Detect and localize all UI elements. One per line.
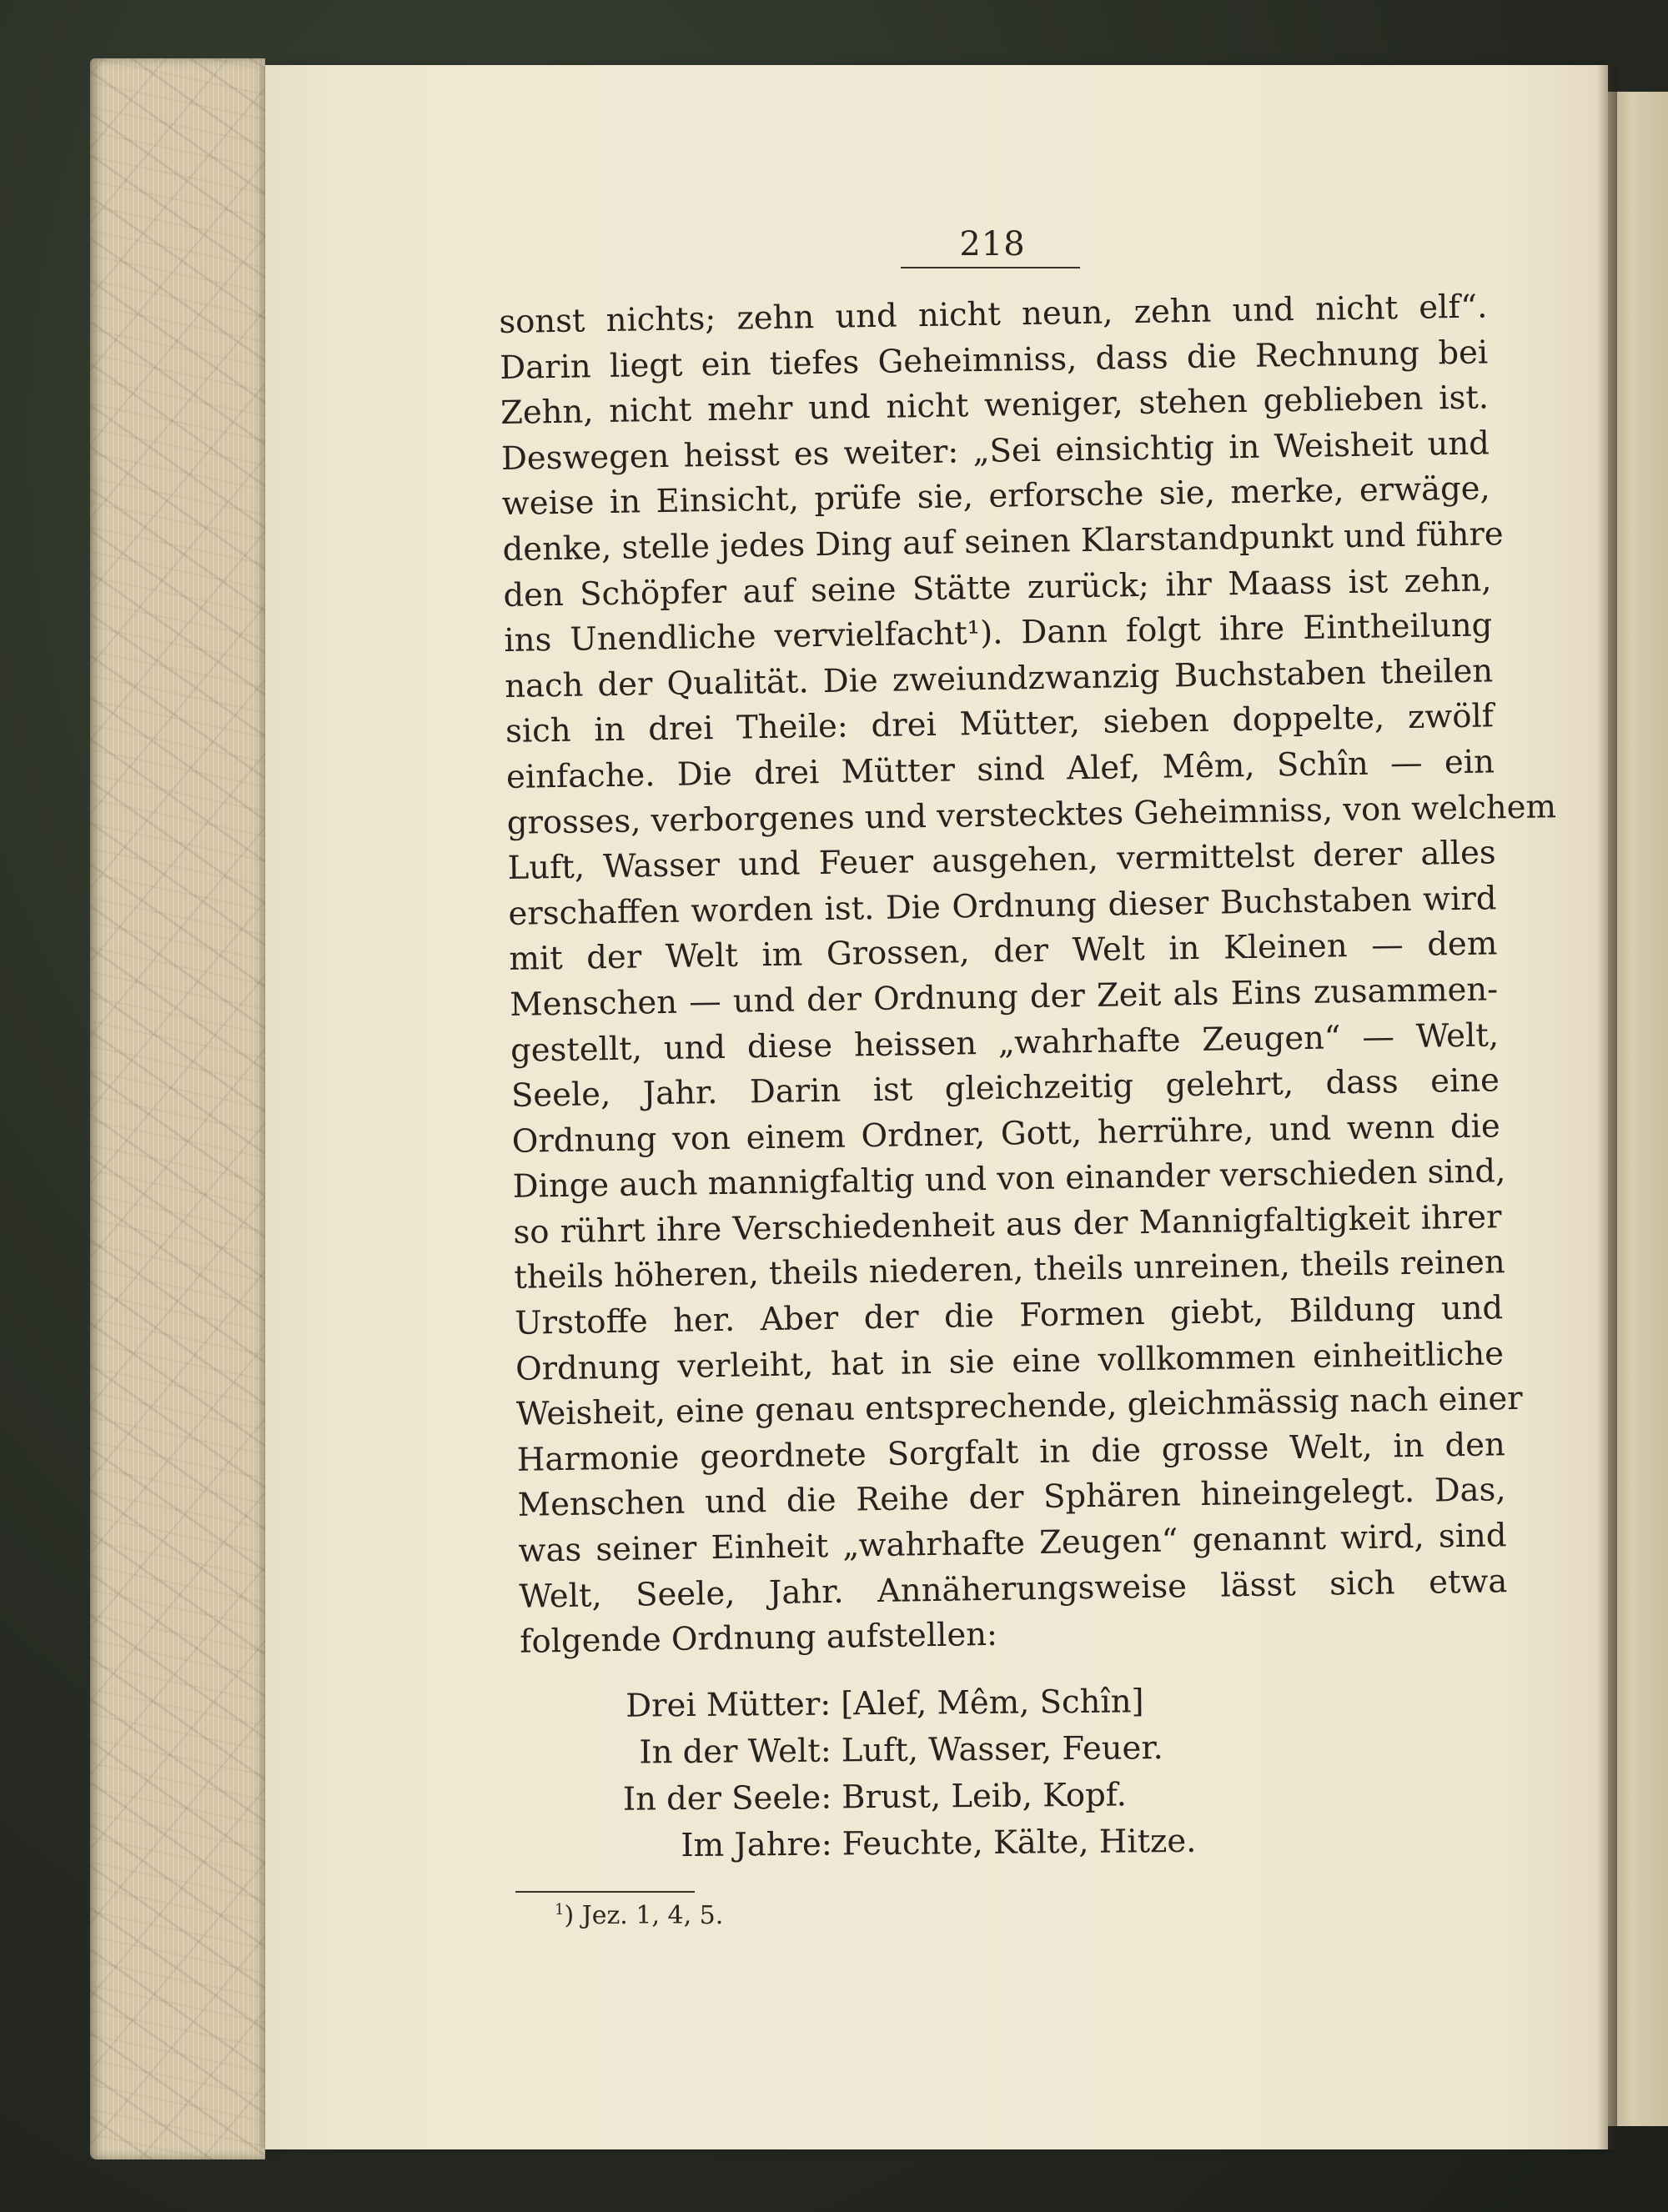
footnote: [555, 1901, 723, 1930]
list-item: [501, 1769, 1502, 1824]
text-line: Ordnung verleiht, hat in sie eine vollkommen einheitliche: [515, 1334, 1505, 1388]
page-number-rule: [901, 267, 1080, 268]
text-line: Weisheit, eine genau entsprechende, gleichmässig nach einer: [515, 1380, 1523, 1434]
text-line: Urstoffe her. Aber der die Formen giebt, Bildung und: [514, 1289, 1504, 1342]
order-list: [500, 1676, 1503, 1871]
list-item-value: Luft, Wasser, Feuer.: [841, 1729, 1163, 1770]
page-edges: [90, 58, 265, 2159]
list-item: [500, 1723, 1501, 1778]
text-line: mit der Welt im Grossen, der Welt in Kleinen — dem: [509, 925, 1498, 979]
list-item-label: Im Jahre:: [681, 1825, 832, 1865]
text-line: was seiner Einheit „wahrhafte Zeugen“ genannt wird, sind: [518, 1517, 1507, 1570]
text-line: folgende Ordnung aufstellen:: [519, 1616, 998, 1662]
text-line: Ordnung von einem Ordner, Gott, herrühre, und wenn die: [511, 1106, 1501, 1161]
text-line: Menschen — und der Ordnung der Zeit als Eins zusammen-: [509, 971, 1499, 1024]
text-line: Zehn, nicht mehr und nicht weniger, stehen geblieben ist.: [500, 379, 1490, 433]
text-line: nach der Qualität. Die zweiundzwanzig Buchstaben theilen: [504, 652, 1494, 705]
list-item: [500, 1676, 1501, 1731]
list-item-value: [Alef, Mêm, Schîn]: [841, 1683, 1144, 1723]
text-line: Seele, Jahr. Darin ist gleichzeitig gelehrt, dass eine: [510, 1061, 1500, 1115]
list-item-label: In der Welt:: [639, 1732, 831, 1772]
footnote-text: ) Jez. 1, 4, 5.: [564, 1901, 724, 1930]
list-item-value: Brust, Leib, Kopf.: [842, 1776, 1128, 1817]
list-item-value: Feuchte, Kälte, Hitze.: [842, 1822, 1197, 1863]
text-line: Darin liegt ein tiefes Geheimniss, dass die Rechnung bei: [499, 333, 1489, 387]
page-gutter: [1597, 65, 1617, 2149]
text-line: Deswegen heisst es weiter: „Sei einsichtig in Weisheit und: [500, 424, 1490, 478]
text-line: Welt, Seele, Jahr. Annäherungsweise lässt sich etwa: [519, 1562, 1508, 1616]
text-line: ins Unendliche vervielfacht¹). Dann folgt ihre Eintheilung: [504, 606, 1493, 660]
list-item: [501, 1816, 1502, 1871]
text-line: denke, stelle jedes Ding auf seinen Klarstandpunkt und führe: [502, 515, 1504, 569]
text-line: einfache. Die drei Mütter sind Alef, Mêm, Schîn — ein: [505, 743, 1495, 796]
text-line: Dinge auch mannigfaltig und von einander verschieden sind,: [512, 1152, 1506, 1206]
text-line: Harmonie geordnete Sorgfalt in die grosse Welt, in den: [516, 1426, 1506, 1479]
footnote-marker: 1: [555, 1901, 565, 1919]
text-line: so rührt ihre Verschiedenheit aus der Mannigfaltigkeit ihrer: [513, 1198, 1502, 1251]
page-number: 218: [959, 225, 1026, 263]
footnote-rule: [515, 1891, 695, 1893]
text-line: weise in Einsicht, prüfe sie, erforsche sie, merke, erwäge,: [501, 469, 1491, 524]
text-line: den Schöpfer auf seine Stätte zurück; ihr Maass ist zehn,: [503, 560, 1492, 614]
text-line: theils höheren, theils niederen, theils unreinen, theils reinen: [514, 1243, 1505, 1297]
list-item-label: In der Seele:: [622, 1778, 832, 1818]
list-item-label: Drei Mütter:: [626, 1685, 831, 1725]
text-line: sonst nichts; zehn und nicht neun, zehn und nicht elf“.: [499, 288, 1488, 341]
body-text: [499, 284, 1557, 1665]
text-line: gestellt, und diese heissen „wahrhafte Zeugen“ — Welt,: [510, 1016, 1500, 1070]
text-line: Menschen und die Reihe der Sphären hineingelegt. Das,: [517, 1471, 1506, 1525]
text-line: Luft, Wasser und Feuer ausgehen, vermittelst derer alles: [507, 834, 1496, 888]
text-line: erschaffen worden ist. Die Ordnung dieser Buchstaben wird: [508, 880, 1497, 933]
marbled-edge-pattern: [90, 58, 265, 2159]
text-line: sich in drei Theile: drei Mütter, sieben doppelte, zwölf: [505, 697, 1495, 751]
text-line: grosses, verborgenes und verstecktes Geheimniss, von welchem: [506, 787, 1557, 842]
